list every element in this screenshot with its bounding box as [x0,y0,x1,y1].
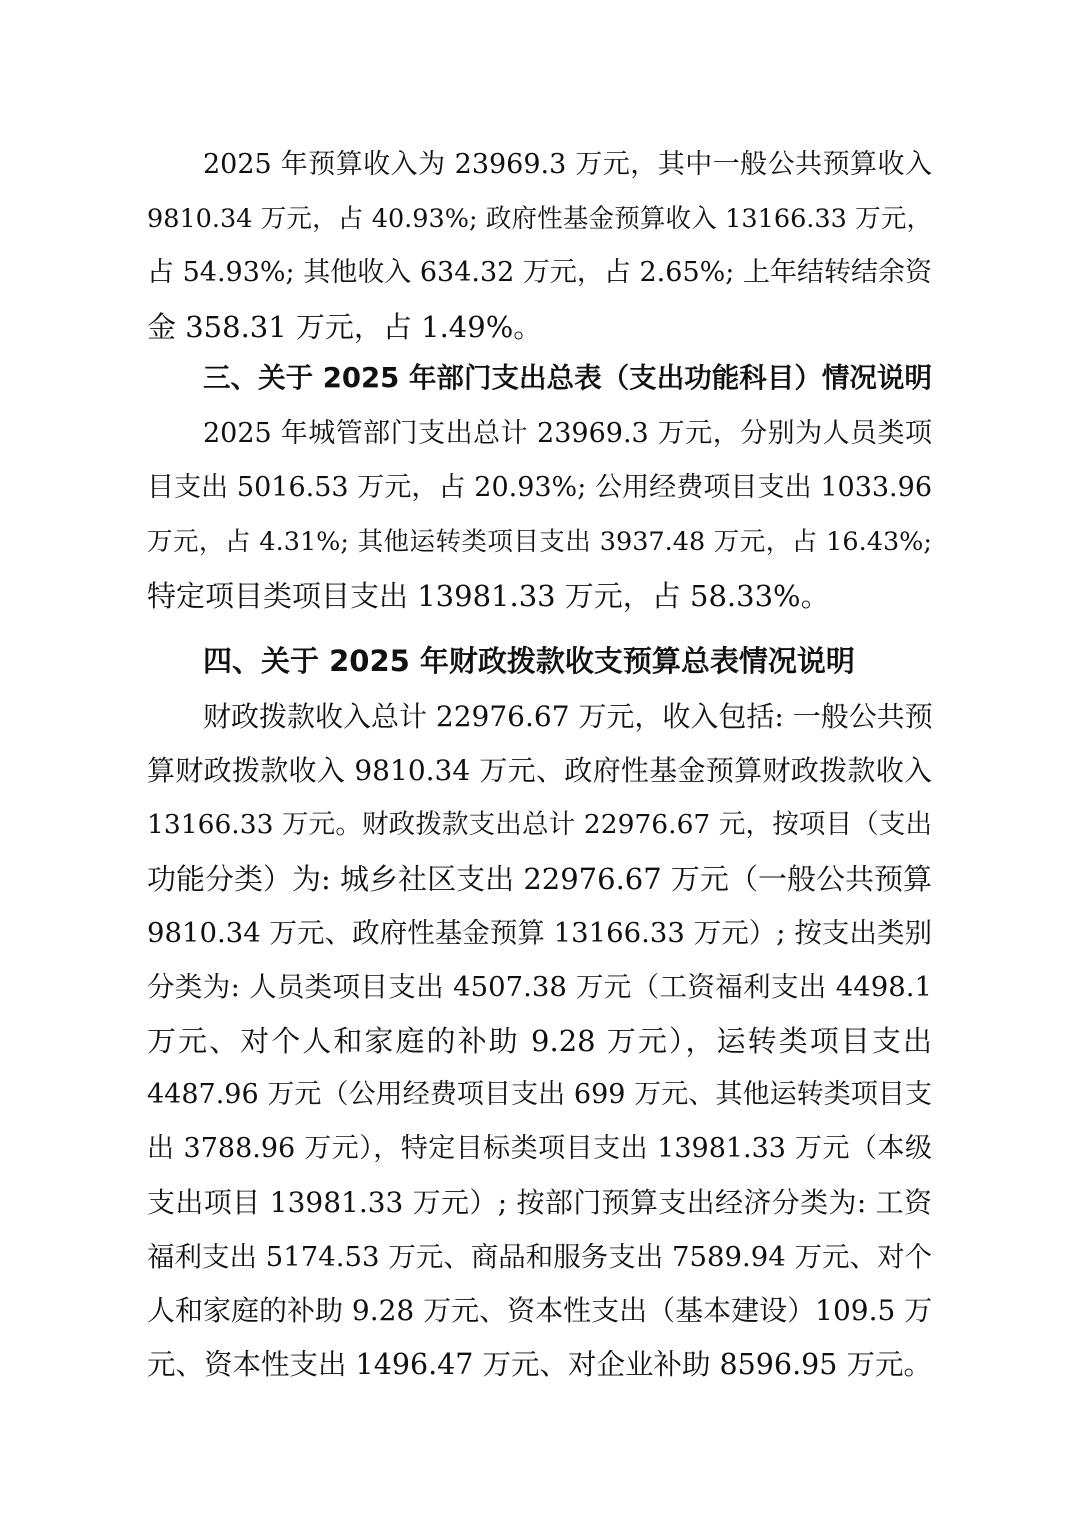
paragraph-line: 万元，占 4.31%; 其他运转类项目支出 3937.48 万元，占 16.43%; [147,527,932,557]
paragraph-line: 金 358.31 万元，占 1.49%。 [147,310,543,344]
section-heading: 三、关于 2025 年部门支出总表（支出功能科目）情况说明 [203,362,932,394]
paragraph-line: 功能分类）为: 城乡社区支出 22976.67 万元（一般公共预算 [147,862,932,896]
paragraph-line: 特定项目类项目支出 13981.33 万元，占 58.33%。 [147,579,830,613]
paragraph-line: 算财政拨款收入 9810.34 万元、政府性基金预算财政拨款收入 [147,754,932,787]
paragraph-line: 占 54.93%; 其他收入 634.32 万元，占 2.65%; 上年结转结余资 [147,257,932,288]
paragraph-line: 4487.96 万元（公用经费项目支出 699 万元、其他运转类项目支 [147,1079,932,1110]
paragraph-line: 万元、对个人和家庭的补助 9.28 万元），运转类项目支出 [147,1024,932,1058]
paragraph-line: 9810.34 万元、政府性基金预算 13166.33 万元）; 按支出类别 [147,917,932,949]
section-heading: 四、关于 2025 年财政拨款收支预算总表情况说明 [203,644,855,678]
paragraph-line: 支出项目 13981.33 万元）; 按部门预算支出经济分类为: 工资 [147,1186,932,1219]
paragraph-line: 福利支出 5174.53 万元、商品和服务支出 7589.94 万元、对个 [147,1241,932,1273]
paragraph-line: 财政拨款收入总计 22976.67 万元，收入包括: 一般公共预 [203,700,933,733]
paragraph-line: 目支出 5016.53 万元，占 20.93%; 公用经费项目支出 1033.96 [147,472,932,503]
paragraph-line: 13166.33 万元。财政拨款支出总计 22976.67 元，按项目（支出 [147,809,932,840]
paragraph-line: 人和家庭的补助 9.28 万元、资本性支出（基本建设）109.5 万 [147,1294,933,1327]
paragraph-line: 2025 年预算收入为 23969.3 万元，其中一般公共预算收入 [203,149,932,180]
paragraph-line: 出 3788.96 万元），特定目标类项目支出 13981.33 万元（本级 [147,1133,932,1164]
paragraph-line: 分类为: 人员类项目支出 4507.38 万元（工资福利支出 4498.1 [147,971,932,1003]
paragraph-line: 元、资本性支出 1496.47 万元、对企业补助 8596.95 万元。 [147,1348,932,1381]
paragraph-line: 2025 年城管部门支出总计 23969.3 万元，分别为人员类项 [203,418,932,449]
paragraph-line: 9810.34 万元，占 40.93%; 政府性基金预算收入 13166.33 万元， [147,204,932,234]
